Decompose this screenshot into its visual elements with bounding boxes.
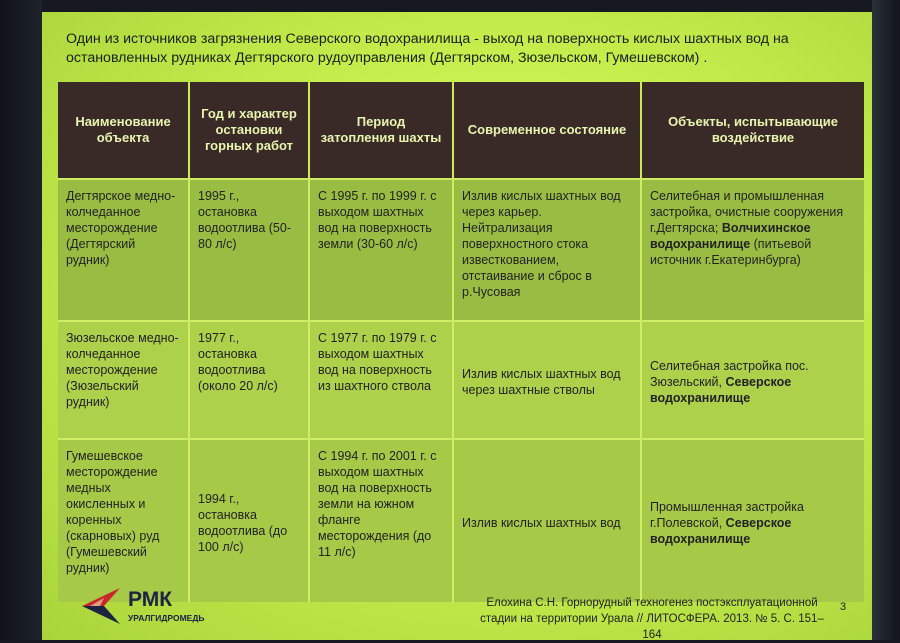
- cell-year: 1995 г., остановка водоотлива (50-80 л/с): [190, 178, 310, 320]
- cell-current-state: Излив кислых шахтных вод: [454, 438, 642, 602]
- logo-name: РМК: [128, 588, 173, 611]
- cell-object-name: Зюзельское медно-колчеданное месторождение (Зюзельский рудник): [58, 320, 190, 438]
- impact-text: Селитебная застройка пос. Зюзельский,: [650, 359, 809, 389]
- cell-current-state: Излив кислых шахтных вод через шахтные стволы: [454, 320, 642, 438]
- impact-text: Промышленная застройка г.Полевской,: [650, 500, 804, 530]
- citation-text: Елохина С.Н. Горнорудный техногенез постэксплуатационной стадии на территории Урала // ЛИТОСФЕРА. 2013. № 5. С. 151–164: [480, 597, 824, 641]
- impact-highlight: Волчихинское водохранилище: [650, 221, 811, 251]
- table-header-row: [58, 82, 864, 178]
- column-header: Объекты, испытывающие воздействие: [642, 82, 864, 178]
- cell-year: 1977 г., остановка водоотлива (около 20 л/с): [190, 320, 310, 438]
- impact-highlight: Северское водохранилище: [650, 375, 792, 405]
- cell-impacted-objects: [642, 320, 864, 438]
- cell-impacted-objects: [642, 438, 864, 602]
- cell-object-name: Дегтярское медно-колчеданное месторождение (Дегтярский рудник): [58, 178, 190, 320]
- cell-flooding-period: С 1995 г. по 1999 г. с выходом шахтных вод на поверхность земли (30-60 л/с): [310, 178, 454, 320]
- impact-highlight: Северское водохранилище: [650, 516, 792, 546]
- cell-flooding-period: С 1994 г. по 2001 г. с выходом шахтных вод на поверхность земли на южном фланге месторождения (до 11 л/с): [310, 438, 454, 602]
- logo-subtitle: УРАЛГИДРОМЕДЬ: [128, 613, 205, 623]
- cell-current-state: Излив кислых шахтных вод через карьер. Нейтрализация поверхностного стока известкованием, отстаивание и сброс в р.Чусовая: [454, 178, 642, 320]
- column-header: Современное состояние: [454, 82, 642, 178]
- company-logo: [80, 584, 220, 632]
- rmk-logo-icon: [80, 586, 122, 626]
- presentation-slide: [42, 12, 872, 640]
- data-table: [58, 82, 864, 602]
- page-number: 3: [840, 601, 847, 613]
- cell-impacted-objects: [642, 178, 864, 320]
- impact-text: Селитебная и промышленная застройка, очистные сооружения г.Дегтярска;: [650, 189, 844, 235]
- table-row: [58, 438, 864, 602]
- table-row: [58, 320, 864, 438]
- slide-title: Один из источников загрязнения Северского водохранилища - выход на поверхность кислых шахтных вод на остановленных рудниках Дегтярского рудоуправления (Дегтярском, Зюзельском, Гумешевском) .: [66, 31, 789, 66]
- cell-object-name: Гумешевское месторождение медных окисленных и коренных (скарновых) руд (Гумешевский рудник): [58, 438, 190, 602]
- screen-frame-right: [872, 0, 900, 640]
- column-header: Период затопления шахты: [310, 82, 454, 178]
- cell-flooding-period: С 1977 г. по 1979 г. с выходом шахтных вод на поверхность из шахтного ствола: [310, 320, 454, 438]
- impact-tail: (питьевой источник г.Екатеринбурга): [650, 237, 812, 267]
- table-row: [58, 178, 864, 320]
- column-header: Год и характер остановки горных работ: [190, 82, 310, 178]
- column-header: Наименование объекта: [58, 82, 190, 178]
- screen-frame-left: [0, 0, 42, 640]
- cell-year: 1994 г., остановка водоотлива (до 100 л/с): [190, 438, 310, 602]
